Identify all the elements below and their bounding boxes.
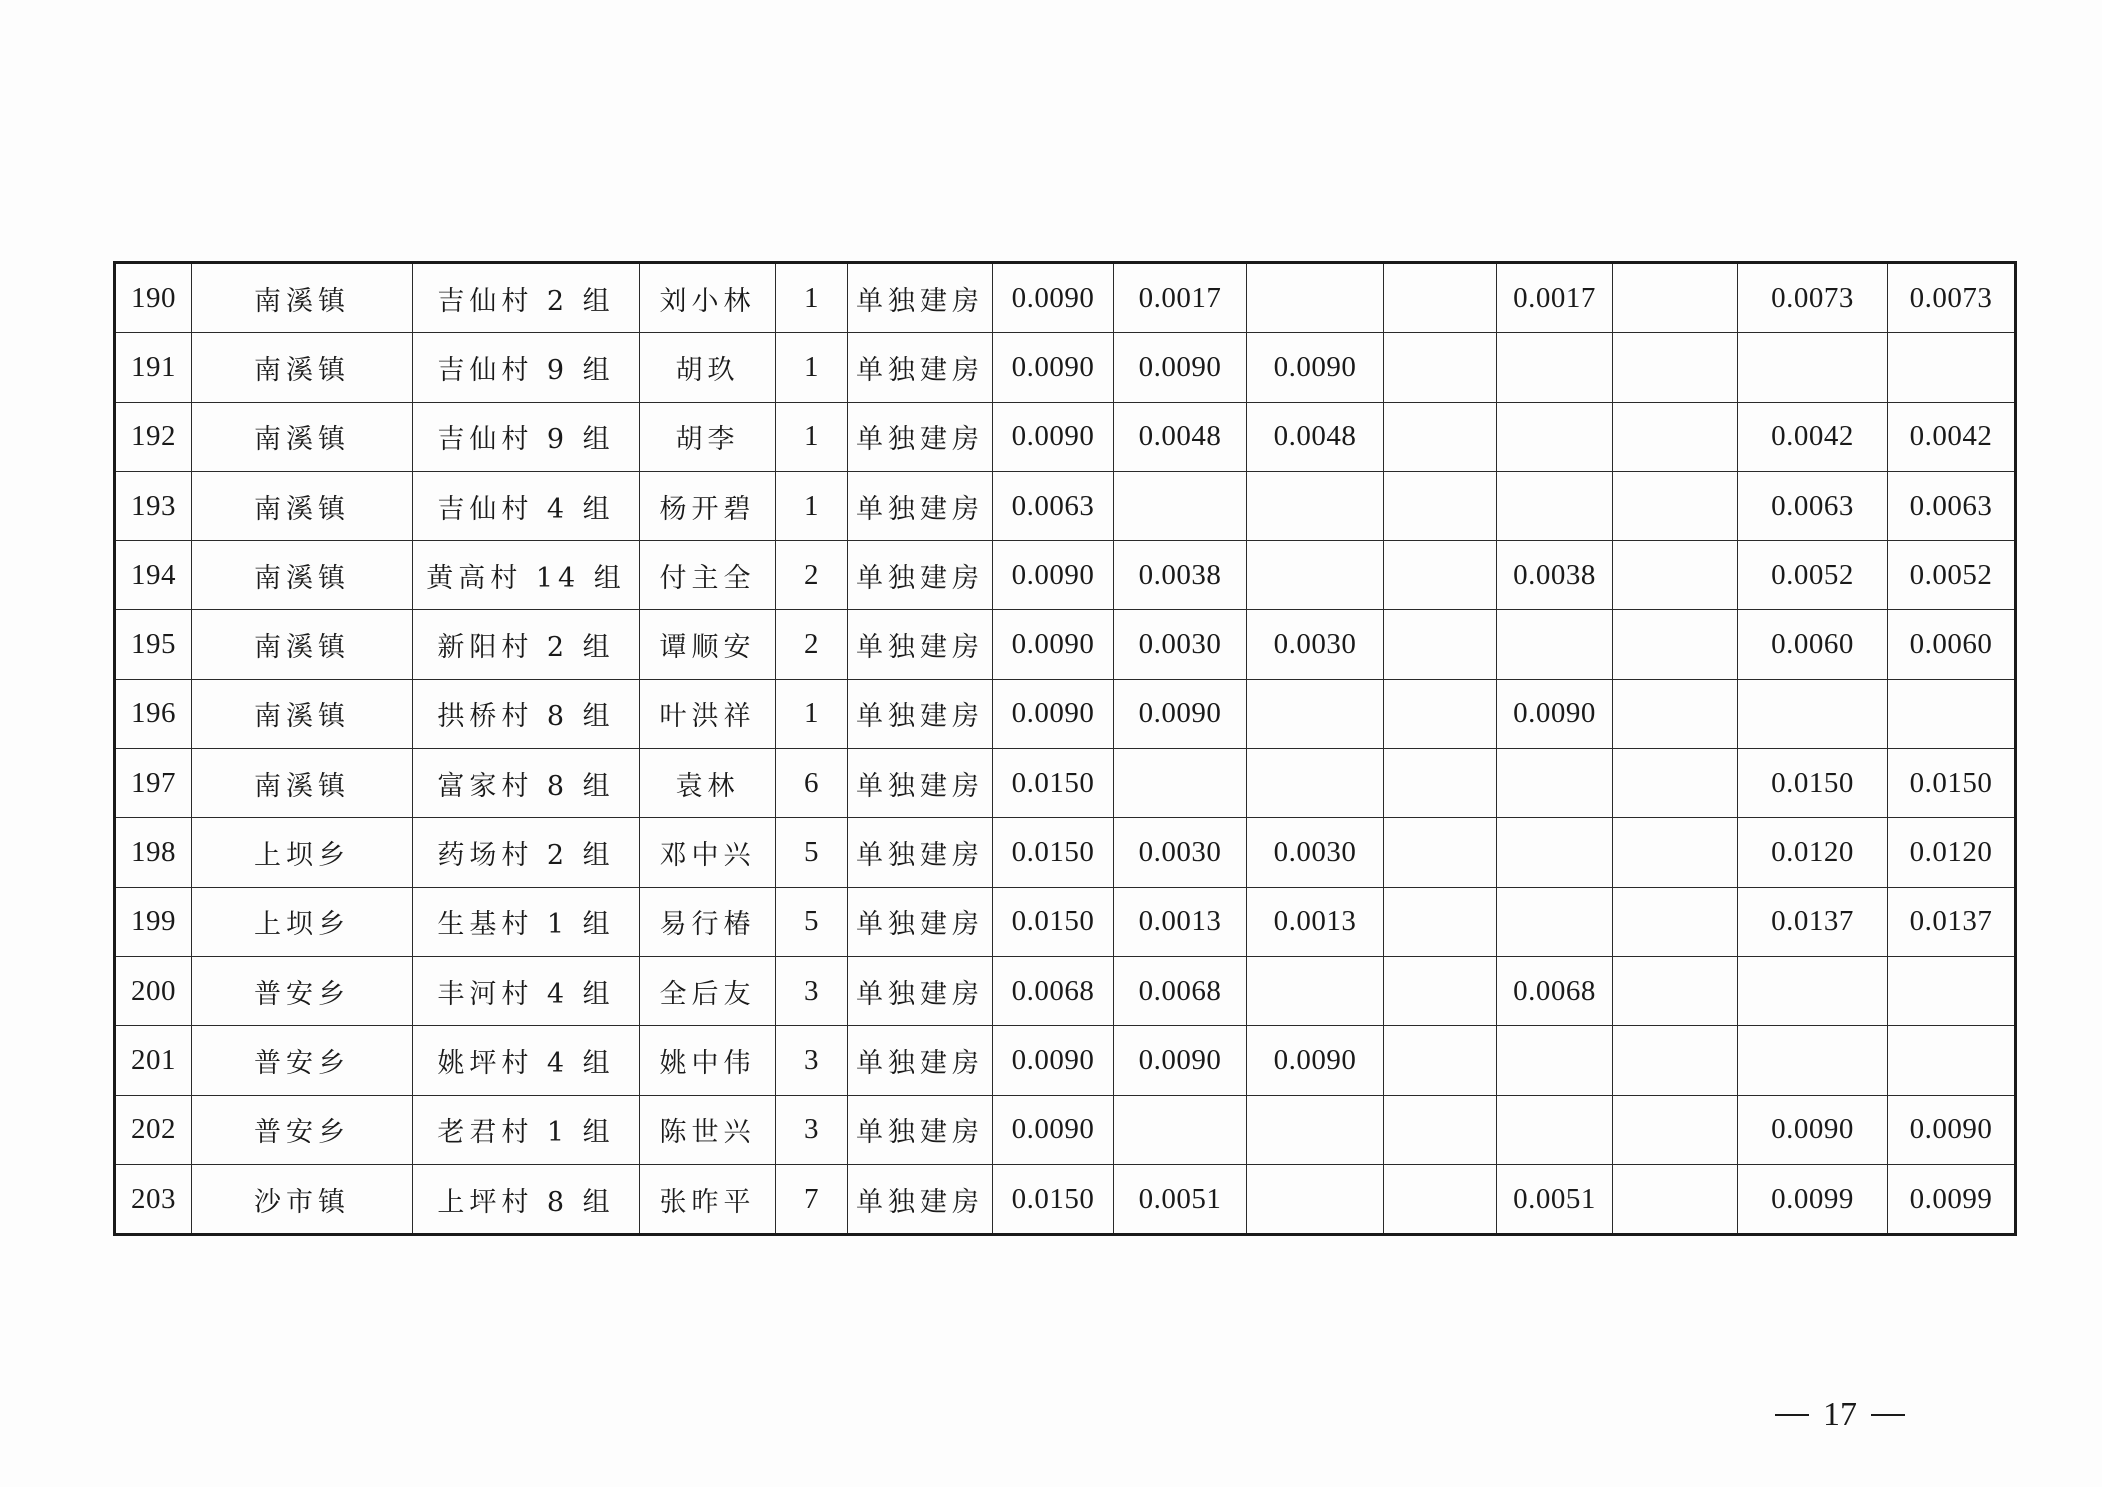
household-size-cell: 1 xyxy=(776,679,848,748)
applicant-cell: 易行椿 xyxy=(640,887,776,956)
build-type-cell: 单独建房 xyxy=(848,679,993,748)
area-col-4-cell xyxy=(1384,1164,1497,1234)
area-col-8-cell: 0.0060 xyxy=(1888,610,2016,679)
township-cell: 南溪镇 xyxy=(192,749,413,818)
area-col-5-cell xyxy=(1497,749,1613,818)
village-cell: 药场村 2 组 xyxy=(413,818,640,887)
area-col-2-cell: 0.0051 xyxy=(1114,1164,1247,1234)
area-col-7-cell: 0.0052 xyxy=(1738,541,1888,610)
area-col-4-cell xyxy=(1384,471,1497,540)
area-col-8-cell: 0.0150 xyxy=(1888,749,2016,818)
household-size-cell: 7 xyxy=(776,1164,848,1234)
table-row xyxy=(115,1164,2016,1234)
build-type-cell: 单独建房 xyxy=(848,263,993,333)
area-col-5-cell xyxy=(1497,1095,1613,1164)
seq-cell: 201 xyxy=(115,1026,192,1095)
village-cell: 拱桥村 8 组 xyxy=(413,679,640,748)
area-col-7-cell xyxy=(1738,956,1888,1025)
area-col-6-cell xyxy=(1613,402,1738,471)
table-row xyxy=(115,887,2016,956)
township-cell: 普安乡 xyxy=(192,1026,413,1095)
table-row xyxy=(115,956,2016,1025)
area-col-3-cell xyxy=(1247,541,1384,610)
area-col-2-cell xyxy=(1114,749,1247,818)
area-col-4-cell xyxy=(1384,610,1497,679)
table-row xyxy=(115,749,2016,818)
area-col-7-cell: 0.0150 xyxy=(1738,749,1888,818)
area-col-3-cell xyxy=(1247,263,1384,333)
area-col-7-cell xyxy=(1738,1026,1888,1095)
area-total-cell: 0.0150 xyxy=(993,887,1114,956)
area-col-3-cell xyxy=(1247,749,1384,818)
area-col-2-cell: 0.0048 xyxy=(1114,402,1247,471)
seq-cell: 196 xyxy=(115,679,192,748)
area-col-6-cell xyxy=(1613,818,1738,887)
build-type-cell: 单独建房 xyxy=(848,818,993,887)
applicant-cell: 陈世兴 xyxy=(640,1095,776,1164)
township-cell: 上坝乡 xyxy=(192,887,413,956)
area-col-8-cell: 0.0052 xyxy=(1888,541,2016,610)
area-col-5-cell: 0.0068 xyxy=(1497,956,1613,1025)
area-col-4-cell xyxy=(1384,887,1497,956)
area-col-8-cell: 0.0137 xyxy=(1888,887,2016,956)
area-col-4-cell xyxy=(1384,679,1497,748)
table-row xyxy=(115,263,2016,333)
build-type-cell: 单独建房 xyxy=(848,887,993,956)
household-size-cell: 1 xyxy=(776,263,848,333)
area-col-8-cell: 0.0073 xyxy=(1888,263,2016,333)
applicant-cell: 杨开碧 xyxy=(640,471,776,540)
area-col-2-cell: 0.0090 xyxy=(1114,679,1247,748)
applicant-cell: 刘小林 xyxy=(640,263,776,333)
area-col-2-cell: 0.0090 xyxy=(1114,333,1247,402)
area-col-8-cell: 0.0063 xyxy=(1888,471,2016,540)
applicant-cell: 邓中兴 xyxy=(640,818,776,887)
township-cell: 南溪镇 xyxy=(192,679,413,748)
build-type-cell: 单独建房 xyxy=(848,402,993,471)
area-col-2-cell xyxy=(1114,1095,1247,1164)
table-body xyxy=(115,263,2016,1235)
area-col-7-cell: 0.0137 xyxy=(1738,887,1888,956)
area-col-7-cell: 0.0120 xyxy=(1738,818,1888,887)
village-cell: 吉仙村 9 组 xyxy=(413,402,640,471)
area-col-3-cell: 0.0013 xyxy=(1247,887,1384,956)
area-total-cell: 0.0090 xyxy=(993,1026,1114,1095)
area-total-cell: 0.0150 xyxy=(993,1164,1114,1234)
area-col-7-cell xyxy=(1738,679,1888,748)
area-col-5-cell: 0.0017 xyxy=(1497,263,1613,333)
page-number-left-dash xyxy=(1775,1414,1809,1416)
page-number-right-dash xyxy=(1871,1414,1905,1416)
applicant-cell: 胡李 xyxy=(640,402,776,471)
village-cell: 吉仙村 4 组 xyxy=(413,471,640,540)
build-type-cell: 单独建房 xyxy=(848,1026,993,1095)
household-size-cell: 1 xyxy=(776,333,848,402)
applicant-cell: 谭顺安 xyxy=(640,610,776,679)
area-col-7-cell: 0.0063 xyxy=(1738,471,1888,540)
area-col-3-cell: 0.0090 xyxy=(1247,333,1384,402)
area-total-cell: 0.0150 xyxy=(993,749,1114,818)
build-type-cell: 单独建房 xyxy=(848,956,993,1025)
area-col-8-cell: 0.0042 xyxy=(1888,402,2016,471)
area-col-3-cell: 0.0090 xyxy=(1247,1026,1384,1095)
household-size-cell: 6 xyxy=(776,749,848,818)
area-total-cell: 0.0063 xyxy=(993,471,1114,540)
seq-cell: 198 xyxy=(115,818,192,887)
table-row xyxy=(115,679,2016,748)
seq-cell: 193 xyxy=(115,471,192,540)
area-col-7-cell xyxy=(1738,333,1888,402)
township-cell: 南溪镇 xyxy=(192,610,413,679)
table-row xyxy=(115,818,2016,887)
area-col-6-cell xyxy=(1613,471,1738,540)
area-col-8-cell xyxy=(1888,956,2016,1025)
household-size-cell: 3 xyxy=(776,1026,848,1095)
area-col-2-cell: 0.0017 xyxy=(1114,263,1247,333)
table-row xyxy=(115,1026,2016,1095)
build-type-cell: 单独建房 xyxy=(848,1095,993,1164)
area-col-5-cell: 0.0051 xyxy=(1497,1164,1613,1234)
village-cell: 姚坪村 4 组 xyxy=(413,1026,640,1095)
area-col-8-cell xyxy=(1888,1026,2016,1095)
applicant-cell: 叶洪祥 xyxy=(640,679,776,748)
area-col-2-cell: 0.0038 xyxy=(1114,541,1247,610)
area-total-cell: 0.0068 xyxy=(993,956,1114,1025)
area-col-7-cell: 0.0099 xyxy=(1738,1164,1888,1234)
applicant-cell: 姚中伟 xyxy=(640,1026,776,1095)
area-col-2-cell: 0.0030 xyxy=(1114,610,1247,679)
area-col-3-cell: 0.0030 xyxy=(1247,610,1384,679)
table-row xyxy=(115,541,2016,610)
village-cell: 老君村 1 组 xyxy=(413,1095,640,1164)
build-type-cell: 单独建房 xyxy=(848,1164,993,1234)
village-cell: 上坪村 8 组 xyxy=(413,1164,640,1234)
applicant-cell: 袁林 xyxy=(640,749,776,818)
area-col-6-cell xyxy=(1613,1026,1738,1095)
seq-cell: 197 xyxy=(115,749,192,818)
area-col-8-cell xyxy=(1888,333,2016,402)
area-col-5-cell xyxy=(1497,471,1613,540)
applicant-cell: 张昨平 xyxy=(640,1164,776,1234)
area-col-4-cell xyxy=(1384,541,1497,610)
area-total-cell: 0.0090 xyxy=(993,541,1114,610)
area-total-cell: 0.0090 xyxy=(993,1095,1114,1164)
area-col-4-cell xyxy=(1384,956,1497,1025)
area-col-6-cell xyxy=(1613,956,1738,1025)
area-col-2-cell: 0.0030 xyxy=(1114,818,1247,887)
area-col-5-cell: 0.0038 xyxy=(1497,541,1613,610)
build-type-cell: 单独建房 xyxy=(848,471,993,540)
area-col-6-cell xyxy=(1613,610,1738,679)
area-total-cell: 0.0090 xyxy=(993,679,1114,748)
area-col-6-cell xyxy=(1613,1095,1738,1164)
area-col-2-cell xyxy=(1114,471,1247,540)
area-col-6-cell xyxy=(1613,887,1738,956)
area-col-4-cell xyxy=(1384,1026,1497,1095)
area-col-6-cell xyxy=(1613,333,1738,402)
area-total-cell: 0.0090 xyxy=(993,263,1114,333)
area-col-4-cell xyxy=(1384,749,1497,818)
area-total-cell: 0.0090 xyxy=(993,610,1114,679)
area-col-6-cell xyxy=(1613,749,1738,818)
household-size-cell: 2 xyxy=(776,610,848,679)
area-col-4-cell xyxy=(1384,333,1497,402)
township-cell: 上坝乡 xyxy=(192,818,413,887)
area-col-8-cell: 0.0099 xyxy=(1888,1164,2016,1234)
township-cell: 普安乡 xyxy=(192,956,413,1025)
village-cell: 黄高村 14 组 xyxy=(413,541,640,610)
household-size-cell: 2 xyxy=(776,541,848,610)
area-col-8-cell: 0.0090 xyxy=(1888,1095,2016,1164)
applicant-cell: 付主全 xyxy=(640,541,776,610)
area-col-6-cell xyxy=(1613,263,1738,333)
township-cell: 沙市镇 xyxy=(192,1164,413,1234)
household-size-cell: 1 xyxy=(776,402,848,471)
seq-cell: 192 xyxy=(115,402,192,471)
township-cell: 南溪镇 xyxy=(192,471,413,540)
household-size-cell: 3 xyxy=(776,1095,848,1164)
area-col-8-cell: 0.0120 xyxy=(1888,818,2016,887)
page-number-value: 17 xyxy=(1823,1396,1857,1433)
household-size-cell: 1 xyxy=(776,471,848,540)
seq-cell: 195 xyxy=(115,610,192,679)
area-col-5-cell: 0.0090 xyxy=(1497,679,1613,748)
household-size-cell: 5 xyxy=(776,887,848,956)
area-col-5-cell xyxy=(1497,818,1613,887)
build-type-cell: 单独建房 xyxy=(848,541,993,610)
area-col-5-cell xyxy=(1497,333,1613,402)
village-cell: 吉仙村 9 组 xyxy=(413,333,640,402)
area-col-4-cell xyxy=(1384,818,1497,887)
township-cell: 南溪镇 xyxy=(192,263,413,333)
area-col-2-cell: 0.0090 xyxy=(1114,1026,1247,1095)
area-col-7-cell: 0.0090 xyxy=(1738,1095,1888,1164)
page-number xyxy=(1760,1390,1920,1440)
area-total-cell: 0.0090 xyxy=(993,333,1114,402)
area-col-4-cell xyxy=(1384,263,1497,333)
area-col-3-cell xyxy=(1247,1095,1384,1164)
applicant-cell: 全后友 xyxy=(640,956,776,1025)
land-use-table xyxy=(113,261,2017,1236)
household-size-cell: 3 xyxy=(776,956,848,1025)
area-col-3-cell: 0.0030 xyxy=(1247,818,1384,887)
household-size-cell: 5 xyxy=(776,818,848,887)
village-cell: 生基村 1 组 xyxy=(413,887,640,956)
area-total-cell: 0.0150 xyxy=(993,818,1114,887)
area-col-6-cell xyxy=(1613,541,1738,610)
seq-cell: 194 xyxy=(115,541,192,610)
table-row xyxy=(115,402,2016,471)
area-col-3-cell xyxy=(1247,956,1384,1025)
area-col-6-cell xyxy=(1613,679,1738,748)
build-type-cell: 单独建房 xyxy=(848,610,993,679)
area-col-5-cell xyxy=(1497,402,1613,471)
township-cell: 普安乡 xyxy=(192,1095,413,1164)
seq-cell: 191 xyxy=(115,333,192,402)
area-col-7-cell: 0.0042 xyxy=(1738,402,1888,471)
area-col-4-cell xyxy=(1384,402,1497,471)
table-row xyxy=(115,333,2016,402)
village-cell: 吉仙村 2 组 xyxy=(413,263,640,333)
area-col-3-cell xyxy=(1247,471,1384,540)
seq-cell: 203 xyxy=(115,1164,192,1234)
area-col-5-cell xyxy=(1497,1026,1613,1095)
table-row xyxy=(115,610,2016,679)
area-col-8-cell xyxy=(1888,679,2016,748)
area-col-3-cell: 0.0048 xyxy=(1247,402,1384,471)
seq-cell: 200 xyxy=(115,956,192,1025)
township-cell: 南溪镇 xyxy=(192,333,413,402)
area-col-5-cell xyxy=(1497,887,1613,956)
build-type-cell: 单独建房 xyxy=(848,749,993,818)
table-row xyxy=(115,471,2016,540)
build-type-cell: 单独建房 xyxy=(848,333,993,402)
table-row xyxy=(115,1095,2016,1164)
area-col-2-cell: 0.0013 xyxy=(1114,887,1247,956)
area-col-3-cell xyxy=(1247,679,1384,748)
village-cell: 新阳村 2 组 xyxy=(413,610,640,679)
area-col-3-cell xyxy=(1247,1164,1384,1234)
area-col-4-cell xyxy=(1384,1095,1497,1164)
village-cell: 富家村 8 组 xyxy=(413,749,640,818)
seq-cell: 190 xyxy=(115,263,192,333)
township-cell: 南溪镇 xyxy=(192,402,413,471)
area-col-2-cell: 0.0068 xyxy=(1114,956,1247,1025)
area-col-6-cell xyxy=(1613,1164,1738,1234)
area-col-7-cell: 0.0060 xyxy=(1738,610,1888,679)
village-cell: 丰河村 4 组 xyxy=(413,956,640,1025)
applicant-cell: 胡玖 xyxy=(640,333,776,402)
seq-cell: 199 xyxy=(115,887,192,956)
area-col-5-cell xyxy=(1497,610,1613,679)
area-col-7-cell: 0.0073 xyxy=(1738,263,1888,333)
area-total-cell: 0.0090 xyxy=(993,402,1114,471)
seq-cell: 202 xyxy=(115,1095,192,1164)
township-cell: 南溪镇 xyxy=(192,541,413,610)
